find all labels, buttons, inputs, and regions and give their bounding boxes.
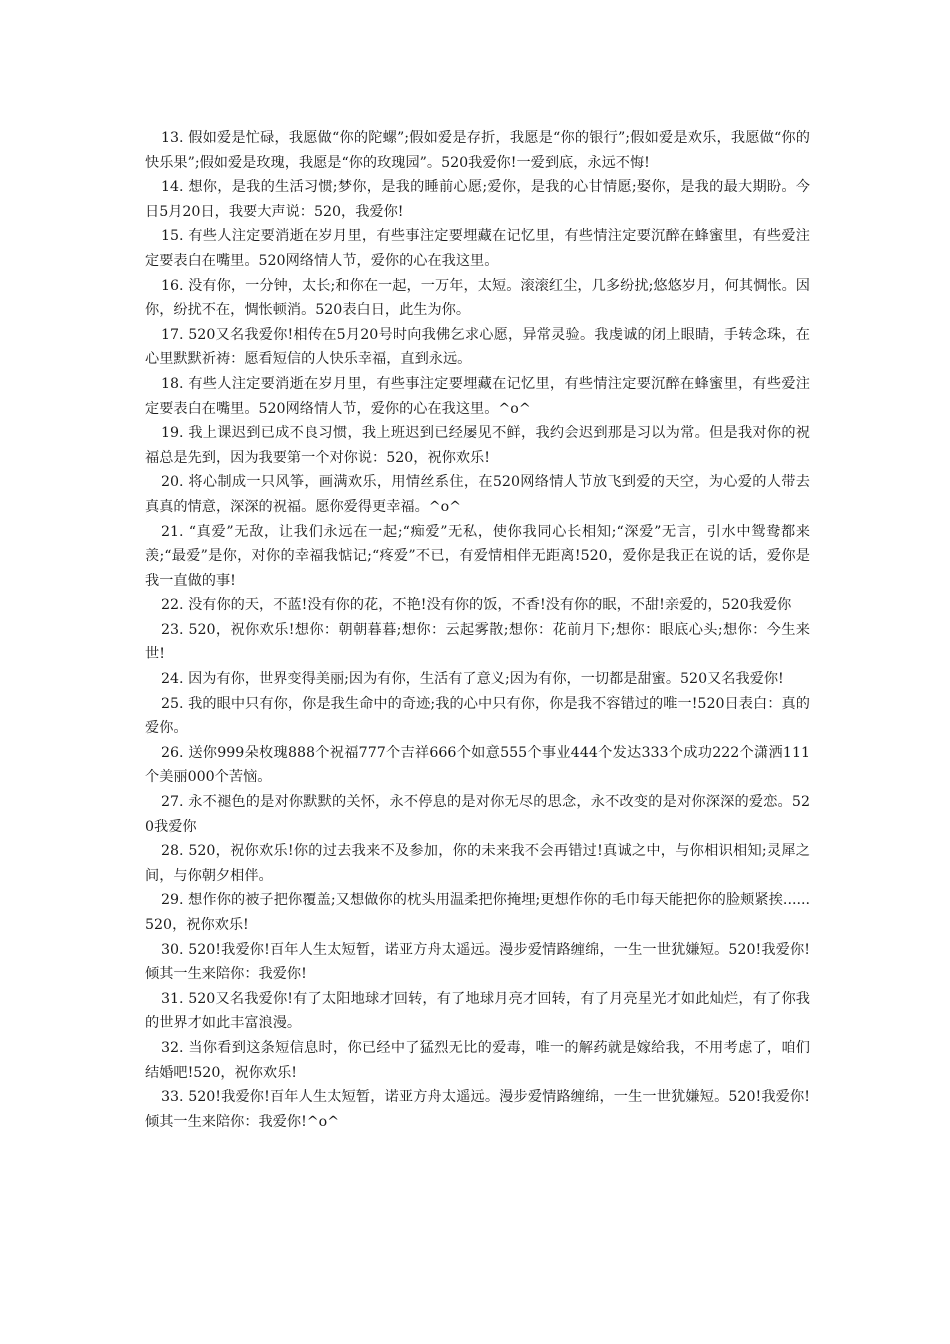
paragraph-17: 17. 520又名我爱你!相传在5月20号时向我佛乞求心愿，异常灵验。我虔诚的闭上眼睛，手转念珠，在心里默默祈祷：愿看短信的人快乐幸福，直到永远。 bbox=[145, 326, 810, 368]
paragraph-21: 21. “真爱”无敌，让我们永远在一起;“痴爱”无私，使你我同心长相知;“深爱”无言，引水中鸳鸯都来羡;“最爱”是你，对你的幸福我惦记;“疼爱”不已，有爱情相伴无距离!520，爱你是我正在说的话，爱你是我一直做的事! bbox=[145, 523, 810, 589]
paragraph-27: 27. 永不褪色的是对你默默的关怀，永不停息的是对你无尽的思念，永不改变的是对你深深的爱恋。520我爱你 bbox=[145, 794, 810, 835]
paragraph-14: 14. 想你，是我的生活习惯;梦你，是我的睡前心愿;爱你，是我的心甘情愿;娶你，是我的最大期盼。今日5月20日，我要大声说：520，我爱你! bbox=[145, 179, 810, 220]
paragraph-25: 25. 我的眼中只有你，你是我生命中的奇迹;我的心中只有你，你是我不容错过的唯一!520日表白：真的爱你。 bbox=[145, 695, 810, 737]
paragraph-19: 19. 我上课迟到已成不良习惯，我上班迟到已经屡见不鲜，我约会迟到那是习以为常。但是我对你的祝福总是先到，因为我要第一个对你说：520，祝你欢乐! bbox=[145, 425, 810, 466]
paragraph-15: 15. 有些人注定要消逝在岁月里，有些事注定要埋藏在记忆里，有些情注定要沉醉在蜂蜜里，有些爱注定要表白在嘴里。520网络情人节，爱你的心在我这里。 bbox=[145, 228, 810, 269]
paragraph-20: 20. 将心制成一只风筝，画满欢乐，用情丝系住，在520网络情人节放飞到爱的天空，为心爱的人带去真真的情意，深深的祝福。愿你爱得更幸福。^o^ bbox=[145, 474, 810, 515]
paragraph-29: 29. 想作你的被子把你覆盖;又想做你的枕头用温柔把你掩埋;更想作你的毛巾每天能把你的脸颊紧挨......520，祝你欢乐! bbox=[145, 892, 810, 933]
paragraph-33: 33. 520!我爱你!百年人生太短暂，诺亚方舟太遥远。漫步爱情路缠绵，一生一世犹嫌短。520!我爱你!倾其一生来陪你：我爱你!^o^ bbox=[145, 1089, 810, 1130]
paragraph-31: 31. 520又名我爱你!有了太阳地球才回转，有了地球月亮才回转，有了月亮星光才如此灿烂，有了你我的世界才如此丰富浪漫。 bbox=[145, 990, 810, 1032]
paragraph-28: 28. 520，祝你欢乐!你的过去我来不及参加，你的未来我不会再错过!真诚之中，与你相识相知;灵犀之间，与你朝夕相伴。 bbox=[145, 843, 810, 884]
paragraph-24: 24. 因为有你，世界变得美丽;因为有你，生活有了意义;因为有你，一切都是甜蜜。520又名我爱你! bbox=[161, 671, 784, 688]
paragraph-22: 22. 没有你的天，不蓝!没有你的花，不艳!没有你的饭，不香!没有你的眠，不甜!亲爱的，520我爱你 bbox=[161, 597, 792, 614]
paragraph-30: 30. 520!我爱你!百年人生太短暂，诺亚方舟太遥远。漫步爱情路缠绵，一生一世犹嫌短。520!我爱你!倾其一生来陪你：我爱你! bbox=[145, 941, 810, 983]
paragraph-32: 32. 当你看到这条短信息时，你已经中了猛烈无比的爱毒，唯一的解药就是嫁给我，不用考虑了，咱们结婚吧!520，祝你欢乐! bbox=[145, 1039, 810, 1081]
paragraph-18: 18. 有些人注定要消逝在岁月里，有些事注定要埋藏在记忆里，有些情注定要沉醉在蜂蜜里，有些爱注定要表白在嘴里。520网络情人节，爱你的心在我这里。^o^ bbox=[145, 375, 810, 417]
document-body bbox=[145, 126, 810, 1134]
paragraph-23: 23. 520，祝你欢乐!想你：朝朝暮暮;想你：云起雾散;想你：花前月下;想你：眼底心头;想你：今生来世! bbox=[145, 621, 810, 663]
paragraph-26: 26. 送你999朵枚瑰888个祝福777个吉祥666个如意555个事业444个发达333个成功222个潇洒111个美丽000个苦恼。 bbox=[145, 744, 810, 786]
paragraph-13: 13. 假如爱是忙碌，我愿做“你的陀螺”;假如爱是存折，我愿是“你的银行”;假如爱是欢乐，我愿做“你的快乐果”;假如爱是玫瑰，我愿是“你的玫瑰园”。520我爱你!一爱到底，永远不悔! bbox=[145, 130, 810, 171]
paragraph-16: 16. 没有你，一分钟，太长;和你在一起，一万年，太短。滚滚红尘，几多纷扰;悠悠岁月，何其惆怅。因你，纷扰不在，惆怅顿消。520表白日，此生为你。 bbox=[145, 277, 810, 319]
